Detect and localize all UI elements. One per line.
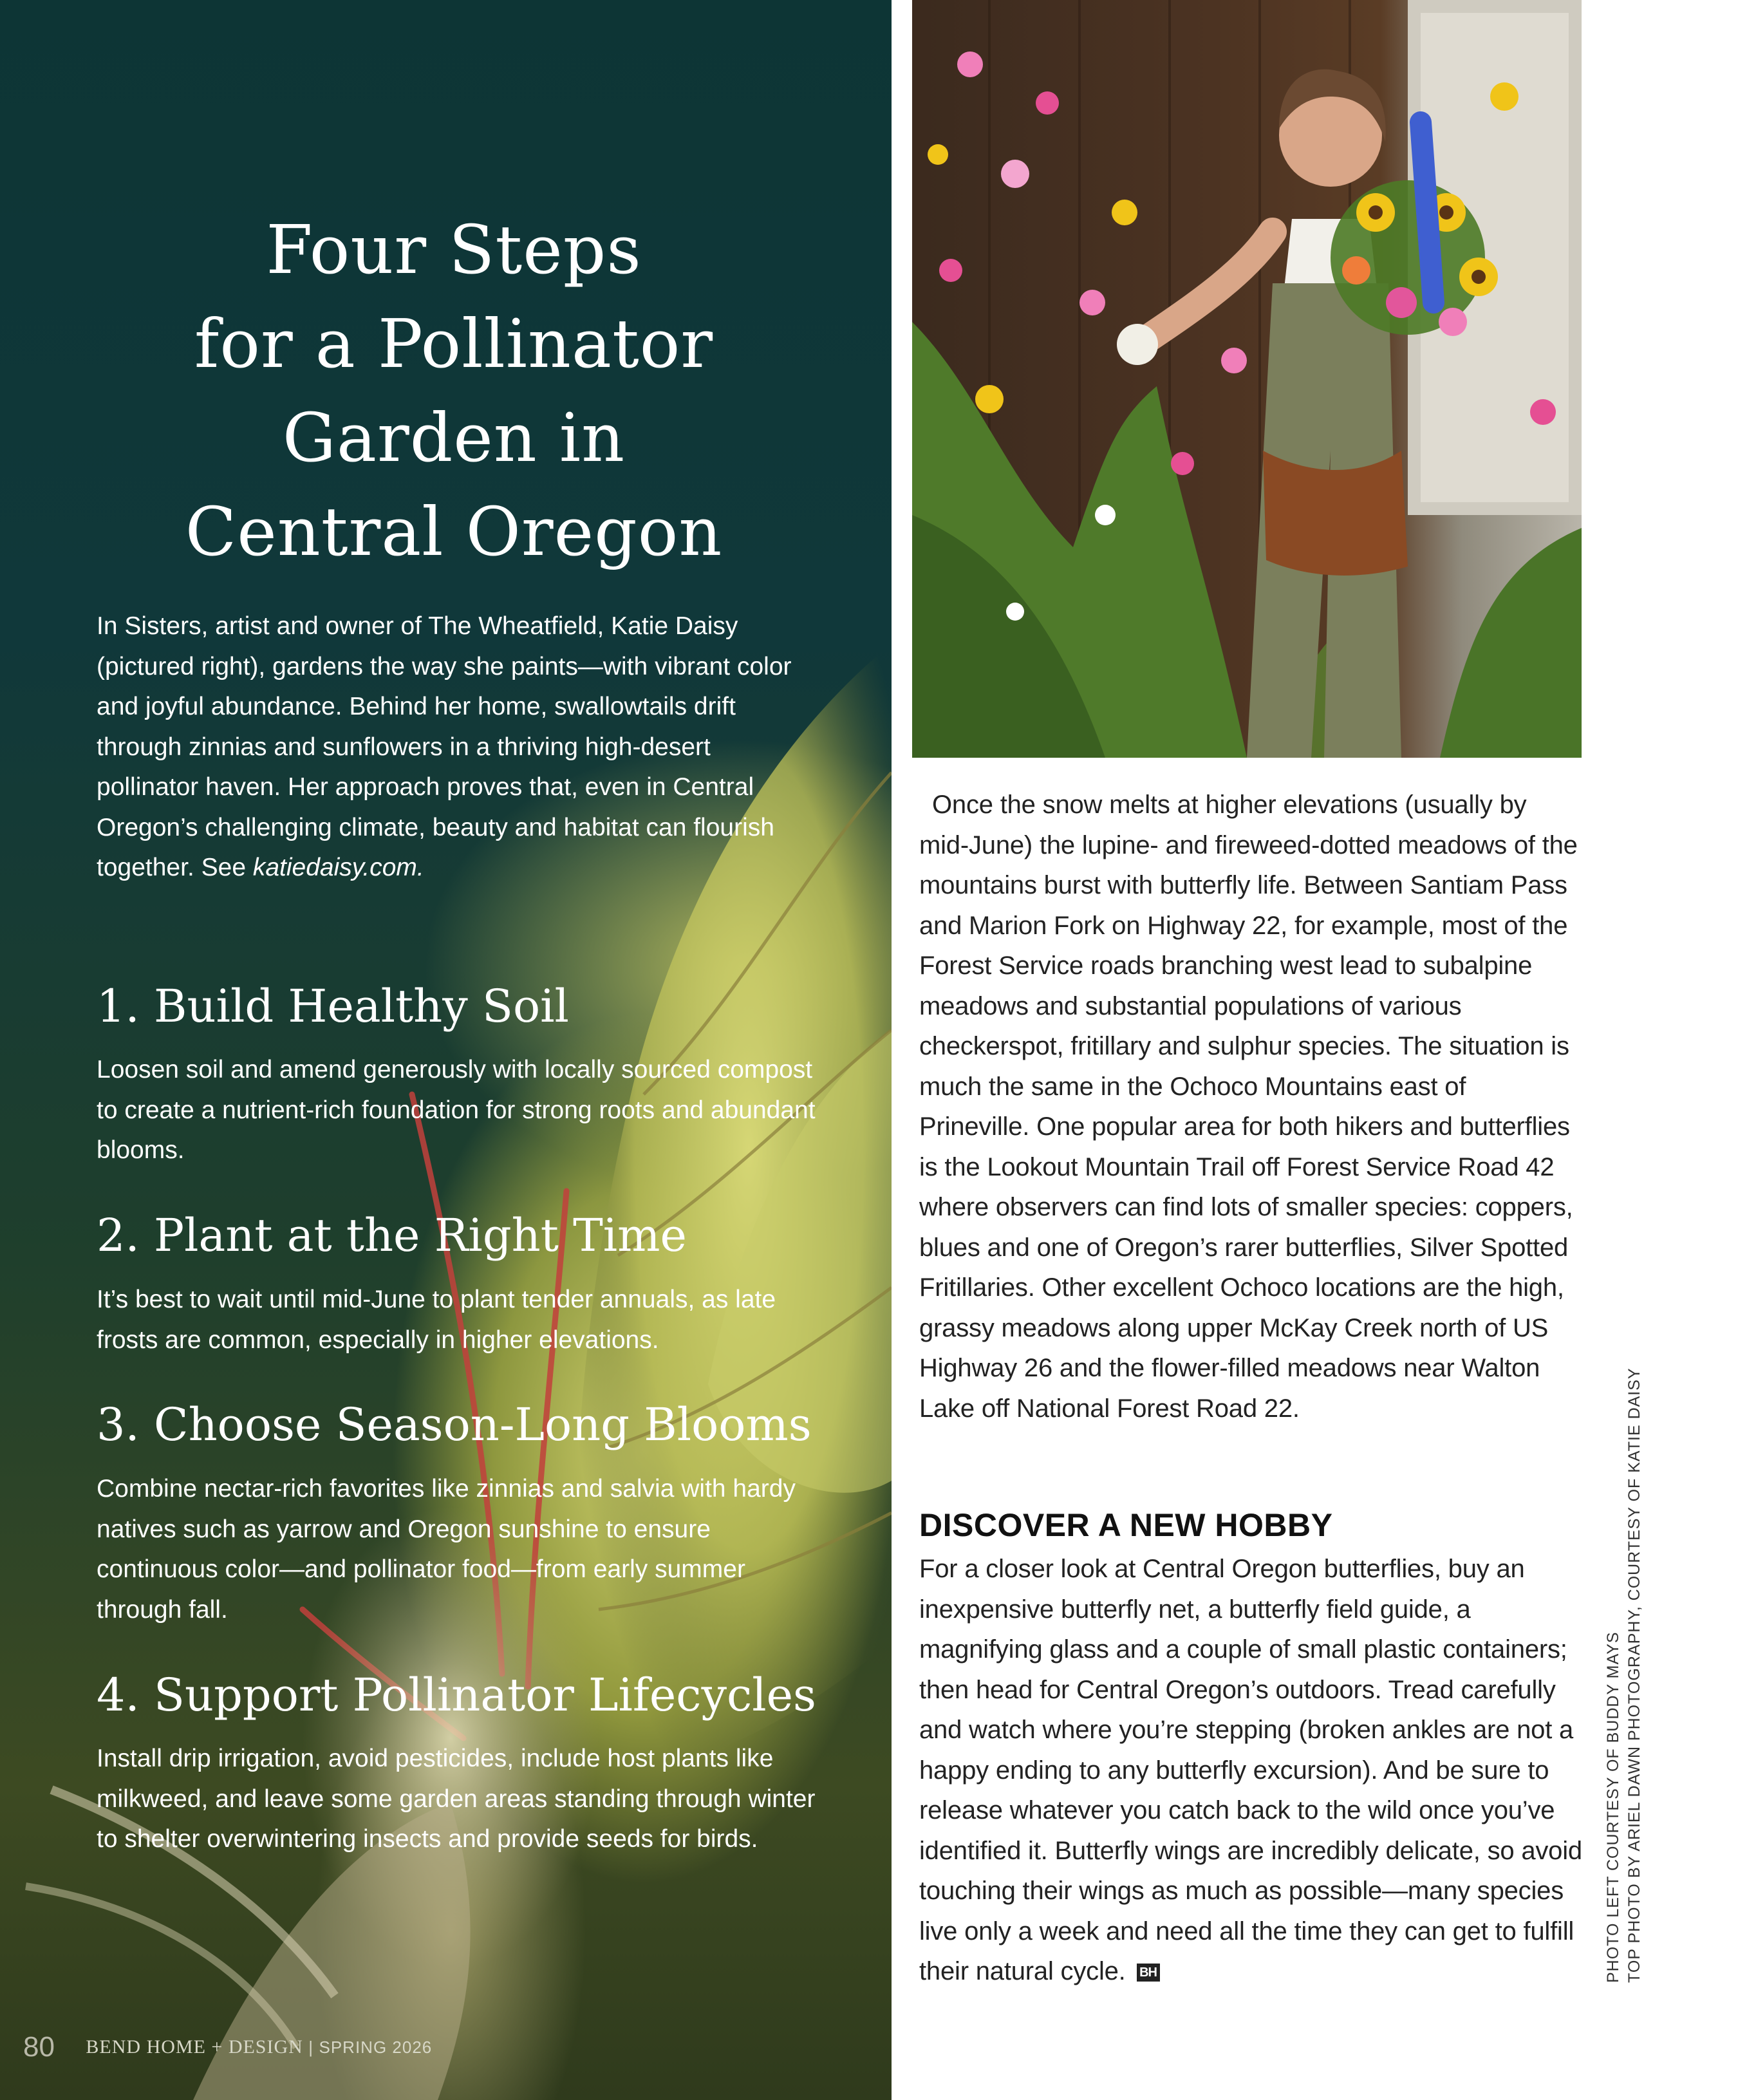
footer-separator: | [308,2037,314,2057]
photo-credits [1603,1339,1645,1983]
photo-credit-line: PHOTO LEFT COURTESY OF BUDDY MAYS [1604,1631,1622,1983]
end-of-article-mark: BH [1137,1964,1160,1982]
publication-name: BEND HOME + DESIGN [86,2036,303,2058]
step-heading: 1. Build Healthy Soil [97,980,569,1033]
step-heading: 4. Support Pollinator Lifecycles [97,1669,816,1721]
issue-label: SPRING 2026 [319,2037,433,2057]
step-heading: 2. Plant at the Right Time [97,1209,687,1262]
intro-paragraph [97,606,811,888]
page-number: 80 [23,2031,55,2063]
step-body: It’s best to wait until mid-June to plant tender annuals, as late frosts are common, especially in higher elevations. [97,1286,776,1354]
article-paragraph: Once the snow melts at higher elevations (usually by mid-June) the lupine- and fireweed-dotted meadows of the mountains burst with butterfly life. Between Santiam Pass and Marion Fork on Highway 22, for example, most of the Forest Service roads branching west lead to subalpine meadows and substantial populations of various checkerspot, fritillary and sulphur species. The situation is much the same in the Ochoco Mountains east of Prineville. One popular area for both hikers and butterflies is the Lookout Mountain Trail off Forest Service Road 42 where observers can find lots of smaller species: coppers, blues and one of Oregon’s rarer butterflies, Silver Spotted Fritillaries. Other excellent Ochoco locations are the high, grassy meadows along upper McKay Creek north of US Highway 26 and the flower-filled meadows near Walton Lake off National Forest Road 22. [919,791,1578,1423]
step-body: Install drip irrigation, avoid pesticides, include host plants like milkweed, and leave some garden areas standing through winter to shelter overwintering insects and provide seeds for birds. [97,1745,816,1853]
photo-credit-line: TOP PHOTO BY ARIEL DAWN PHOTOGRAPHY, COURTESY OF KATIE DAISY [1625,1367,1643,1983]
title-line: for a Pollinator [194,305,714,383]
title-line: Four Steps [266,211,642,289]
intro-text: In Sisters, artist and owner of The Wheatfield, Katie Daisy (pictured right), gardens the way she paints—with vibrant color and joyful abundance. Behind her home, swallowtails drift through zinnias and sunflowers in a thriving high-desert pollinator haven. Her approach proves that, even in Central Oregon’s challenging climate, beauty and habitat can flourish together. See [97,612,792,881]
gardener-photo [912,0,1582,758]
article-paragraph-text: For a closer look at Central Oregon butterflies, buy an inexpensive butterfly net, a butterfly field guide, a magnifying glass and a couple of small plastic containers; then head for Central Oregon’s outdoors. Tread carefully and watch where you’re stepping (broken ankles are not a happy ending to any butterfly excursion). And be sure to release whatever you catch back to the wild once you’ve identified it. Butterfly wings are incredibly delicate, so avoid touching their wings as much as possible—many species live only a week and need all the time they can get to fulfill their natural cycle. [919,1555,1582,1985]
section-heading: DISCOVER A NEW HOBBY [919,1507,1333,1543]
article-paragraph [919,1549,1582,1992]
title-line: Garden in [282,398,626,477]
step-body: Combine nectar-rich favorites like zinnias and salvia with hardy natives such as yarrow and Oregon sunshine to ensure continuous color—and pollinator food—from early summer through fall. [97,1475,796,1624]
website-link[interactable]: katiedaisy.com. [252,854,424,881]
step-body: Loosen soil and amend generously with locally sourced compost to create a nutrient-rich foundation for strong roots and abundant blooms. [97,1056,816,1164]
step-heading: 3. Choose Season-Long Blooms [97,1398,812,1451]
gardener-illustration [912,0,1582,758]
feature-title [97,203,811,579]
page-footer [23,2031,432,2063]
title-line: Central Oregon [185,492,723,571]
